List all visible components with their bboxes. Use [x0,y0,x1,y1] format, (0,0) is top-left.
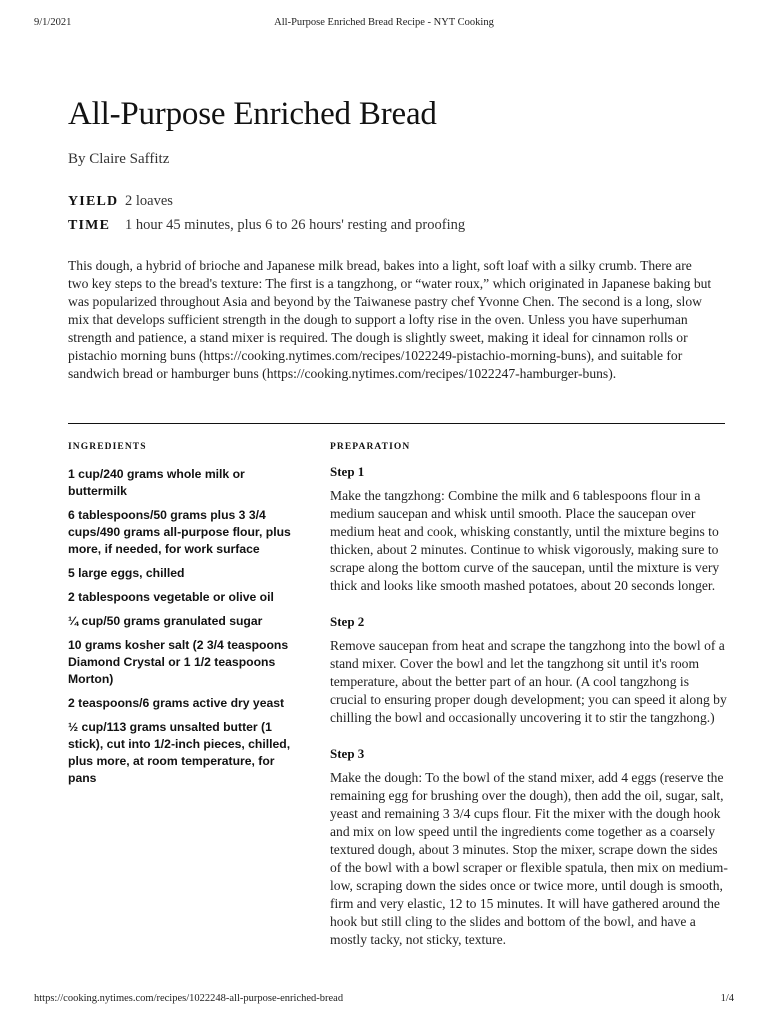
ingredient-item: 6 tablespoons/50 grams plus 3 3/4 cups/490 grams all-purpose flour, plus more, if needed, for work surface [68,508,291,556]
step-label: Step 1 [330,464,365,479]
step-label: Step 2 [330,614,365,629]
print-header [34,17,734,31]
preparation-heading: PREPARATION [330,442,411,452]
recipe-intro: This dough, a hybrid of brioche and Japanese milk bread, bakes into a light, soft loaf with a silky crumb. There are two key steps to the bread's texture: The first is a tangzhong, or “water roux,” which originated in Japanese baking but was popularized throughout Asia and beyond by the Taiwanese pastry chef Yvonne Chen. The second is a long, slow mix that develops sufficient strength in the dough to support a lofty rise in the oven. Unless you have superhuman strength and patience, a stand mixer is required. The dough is slightly sweet, making it ideal for cinnamon rolls or pistachio morning buns (https://cooking.nytimes.com/recipes/1022249-pistachio-morning-buns), and suitable for sandwich bread or hamburger buns (https://cooking.nytimes.com/recipes/1022247-hamburger-buns). [68,258,712,381]
ingredients-heading: INGREDIENTS [68,442,147,452]
ingredients-list [68,466,298,794]
yield-value: 2 loaves [125,193,173,209]
step-text: Make the dough: To the bowl of the stand mixer, add 4 eggs (reserve the remaining egg for brushing over the dough), then add the oil, sugar, salt, yeast and remaining 3 3/4 cups flour. Fit the mixer with the dough hook and mix on low speed until the ingredients come together as a coarsely textured dough, about 3 minutes. Stop the mixer, scrape down the sides of the bowl with a bowl scraper or flexible spatula, then mix on medium-low, scraping down the sides once or twice more, until dough is smooth, firm and very elastic, 12 to 15 minutes. It will have gathered around the hook but still cling to the slides and bottom of the bowl, and have a mostly tacky, not sticky, texture. [330,770,728,947]
step-text: Make the tangzhong: Combine the milk and 6 tablespoons flour in a medium saucepan and whisk until smooth. Place the saucepan over medium heat and cook, whisking constantly, until the mixture begins to thicken, about 2 minutes. Continue to whisk vigorously, making sure to scrape along the bottom curve of the saucepan, until the mixture is very thick and looks like smooth mashed potatoes, about 20 seconds longer. [330,488,720,593]
step-text: Remove saucepan from heat and scrape the tangzhong into the bowl of a stand mixer. Cover the bowl and let the tangzhong sit until it's room temperature, about the better part of an hour. (A cool tangzhong is crucial to ensuring proper dough development; you can speed it along by chilling the bowl and occasionally uncovering it to stir the tangzhong.) [330,638,727,725]
yield-label: YIELD [68,194,119,209]
print-url: https://cooking.nytimes.com/recipes/1022248-all-purpose-enriched-bread [34,993,344,1004]
ingredient-item: 10 grams kosher salt (2 3/4 teaspoons Diamond Crystal or 1 1/2 teaspoons Morton) [68,638,289,686]
time-label: TIME [68,218,111,233]
ingredient-item: 1 cup/240 grams whole milk or buttermilk [68,467,245,498]
step-2 [330,614,728,727]
ingredient-item: 2 tablespoons vegetable or olive oil [68,590,274,604]
ingredient-item: 5 large eggs, chilled [68,566,185,580]
ingredient-item: ½ cup/113 grams unsalted butter (1 stick), cut into 1/2-inch pieces, chilled, plus more, at room temperature, for pans [68,720,291,785]
step-1 [330,464,728,595]
ingredient-item: 2 teaspoons/6 grams active dry yeast [68,696,285,710]
recipe-title: All-Purpose Enriched Bread [68,96,437,132]
section-divider [68,423,725,424]
page-number: 1/4 [720,993,734,1004]
recipe-byline: By Claire Saffitz [68,151,170,167]
recipe-yield [68,193,173,210]
ingredient-item: ¼ cup/50 grams granulated sugar [68,614,263,628]
time-value: 1 hour 45 minutes, plus 6 to 26 hours' resting and proofing [125,217,466,233]
print-date: 9/1/2021 [34,17,72,28]
print-page-title: All-Purpose Enriched Bread Recipe - NYT Cooking [274,17,494,28]
step-3 [330,746,728,949]
print-footer [34,993,734,1007]
preparation-steps [330,464,728,968]
recipe-time [68,217,465,234]
step-label: Step 3 [330,746,365,761]
